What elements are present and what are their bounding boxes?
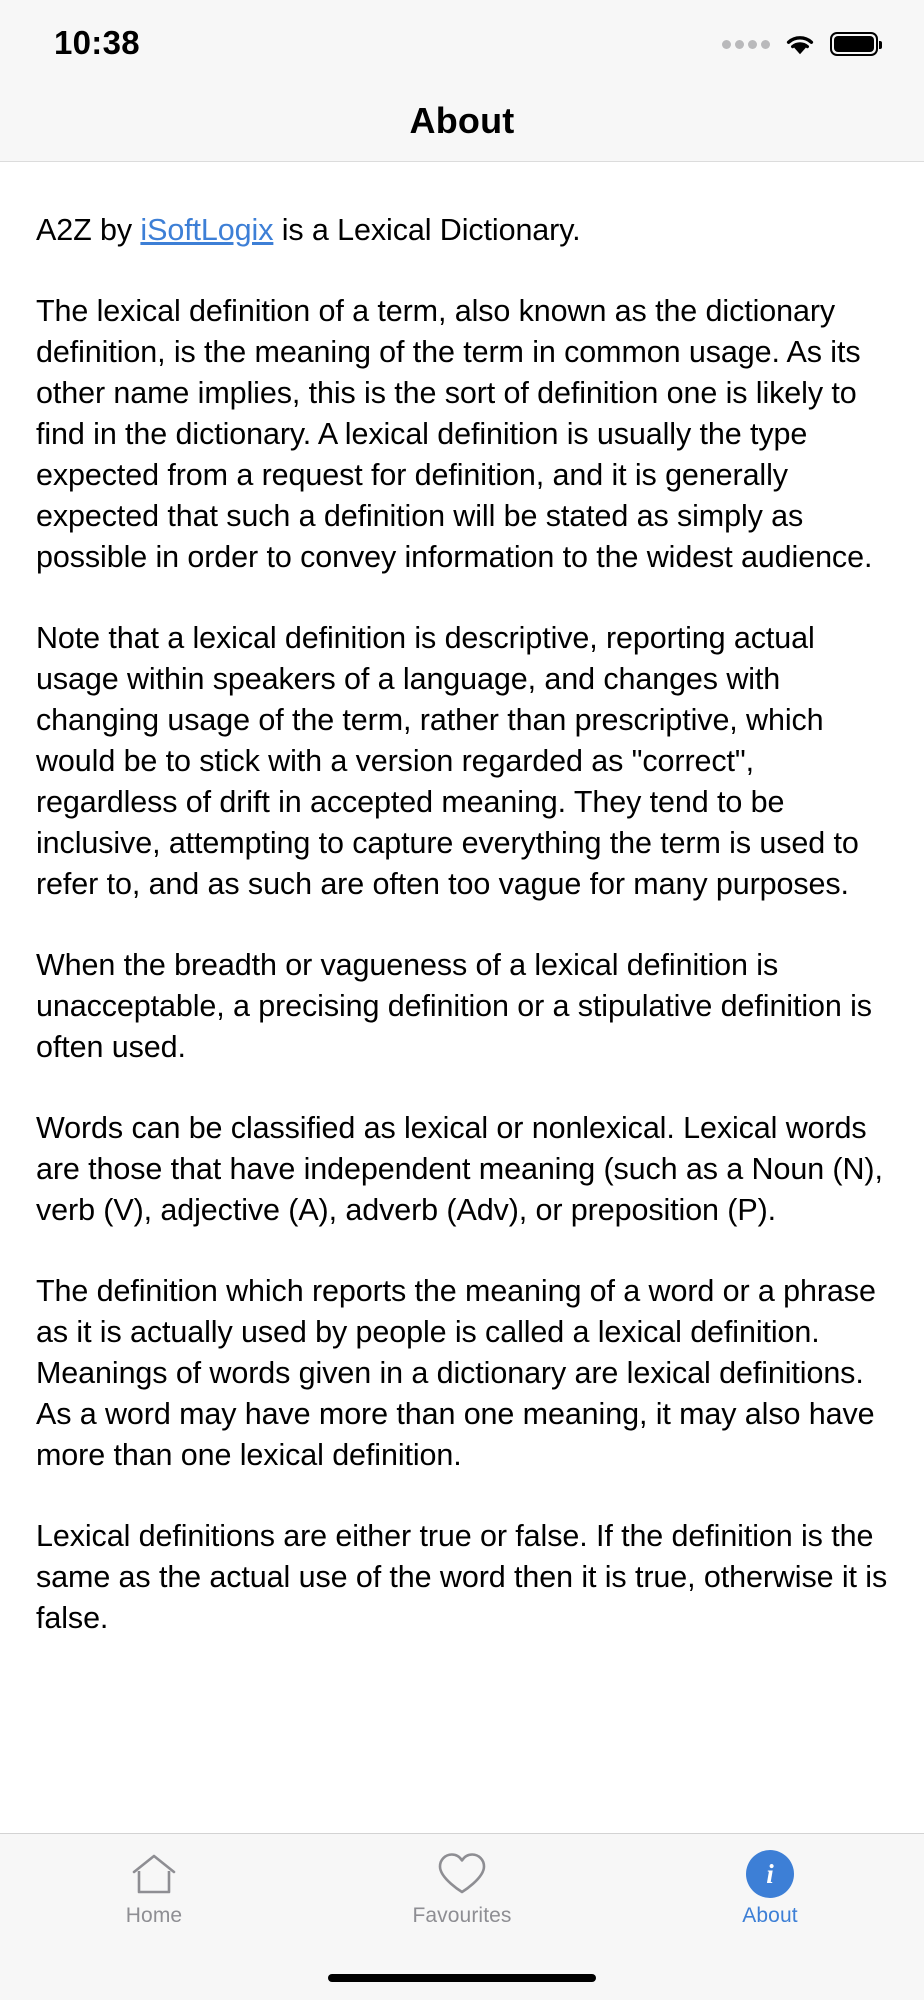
status-time: 10:38 [54,24,140,61]
isoftlogix-link[interactable]: iSoftLogix [140,213,274,247]
wifi-icon [783,32,817,57]
status-bar [0,0,924,78]
battery-full-icon [830,32,878,56]
paragraph: The definition which reports the meaning of a word or a phrase as it is actually used by people is called a lexical definition. Meanings of words given in a dictionary are lexical definitions. As a word may have more than one meaning, it may also have more than one lexical definition. [36,1274,876,1472]
tab-favourites-label: Favourites [412,1904,512,1927]
about-content [0,162,924,1833]
tab-favourites[interactable] [308,1834,616,1928]
heart-icon [436,1850,488,1898]
info-badge-glyph: i [746,1850,794,1898]
page-title: About [409,100,515,141]
home-indicator[interactable] [328,1974,596,1982]
paragraph: The lexical definition of a term, also known as the dictionary definition, is the meaning of the term in common usage. As its other name implies, this is the sort of definition one is likely to find in the dictionary. A lexical definition is usually the type expected from a request for definition, and it is generally expected that such a definition will be stated as simply as possible in order to convey information to the widest audience. [36,294,873,574]
tab-about-label: About [742,1904,798,1927]
tab-about[interactable] [616,1834,924,1928]
paragraph: Lexical definitions are either true or false. If the definition is the same as the actual use of the word then it is true, otherwise it is false. [36,1519,888,1635]
intro-text-before: A2Z by [36,213,141,247]
home-indicator-area [0,1956,924,2000]
tab-home[interactable] [0,1834,308,1928]
home-icon [130,1850,178,1898]
status-indicators [722,22,878,57]
signal-dots-icon [722,40,770,49]
info-circle-icon [746,1850,794,1898]
intro-paragraph [36,210,888,251]
navigation-bar [0,78,924,162]
paragraph: When the breadth or vagueness of a lexical definition is unacceptable, a precising definition or a stipulative definition is often used. [36,948,872,1064]
tab-bar [0,1833,924,1956]
tab-home-label: Home [125,1904,183,1927]
paragraph: Note that a lexical definition is descriptive, reporting actual usage within speakers of a language, and changes with changing usage of the term, rather than prescriptive, which would be to stick with a version regarded as "correct", regardless of drift in accepted meaning. They tend to be inclusive, attempting to capture everything the term is used to refer to, and as such are often too vague for many purposes. [36,621,859,901]
paragraph: Words can be classified as lexical or nonlexical. Lexical words are those that have independent meaning (such as a Noun (N), verb (V), adjective (A), adverb (Adv), or preposition (P). [36,1111,883,1227]
intro-text-after: is a Lexical Dictionary. [273,213,581,247]
